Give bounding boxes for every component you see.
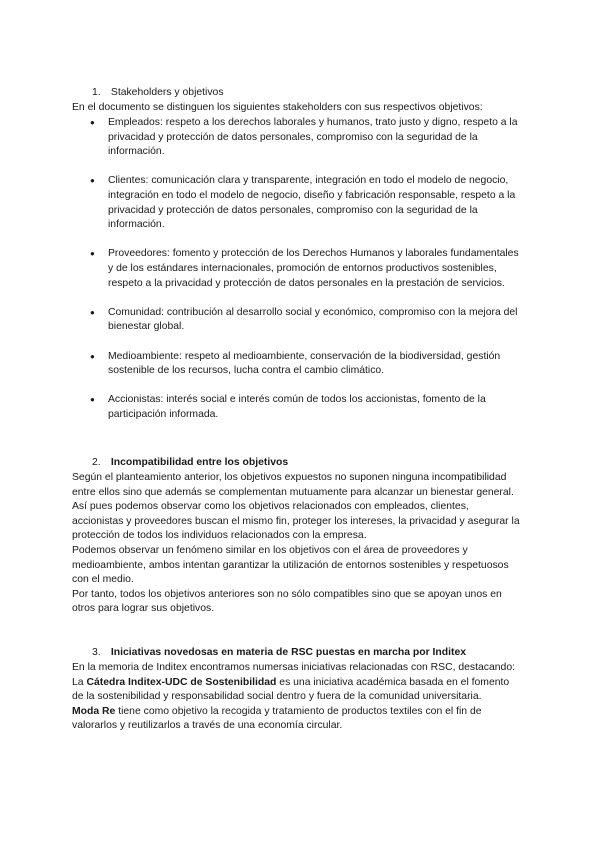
section-2-title: Incompatibilidad entre los objetivos (110, 457, 289, 468)
section-3-title: Iniciativas novedosas en materia de RSC puestas en marcha por Inditex (110, 647, 467, 658)
section-2-paragraph-1: Según el planteamiento anterior, los objetivos expuestos no suponen ninguna incompatibilidad entre ellos sino que además se complementan mutuamente para alcanzar un bienestar general. (72, 472, 514, 498)
section-3-body (72, 661, 522, 734)
section-3-number: 3. (92, 647, 101, 658)
initiative-moda-re (72, 705, 522, 734)
section-1-number: 1. (92, 87, 101, 98)
section-2-paragraph-3: Podemos observar un fenómeno similar en los objetivos con el área de proveedores y medioambiente, ambos intentan garantizar la utilización de entornos sostenibles y respetuosos con el medio. (72, 544, 509, 586)
initiative-catedra (72, 676, 522, 705)
initiative-catedra-name: Cátedra Inditex-UDC de Sostenibilidad (86, 676, 277, 688)
bullet-accionistas: ● Accionistas: interés social e interés común de todos los accionistas, fomento de la participación informada. (90, 393, 522, 422)
section-2-body (72, 471, 522, 617)
stakeholder-list (90, 116, 522, 437)
bullet-medioambiente: ● Medioambiente: respeto al medioambiente, conservación de la biodiversidad, gestión sostenible de los recursos, lucha contra el cambio climático. (90, 350, 522, 379)
initiative-moda-re-description: tiene como objetivo la recogida y tratamiento de productos textiles con el fin de valorarlos y reutilizarlos a través de una economía circular. (72, 705, 482, 732)
section-1-intro: En el documento se distinguen los siguientes stakeholders con sus respectivos objetivos: (72, 102, 483, 113)
initiative-moda-re-name: Moda Re (72, 705, 116, 717)
section-2-paragraph-2: Así pues podemos observar como los objetivos relacionados con empleados, clientes, accionistas y proveedores buscan el mismo fin, proteger los intereses, la privacidad y asegurar la protección de todos los individuos relacionados con la empresa. (72, 501, 520, 542)
bullet-comunidad: ● Comunidad: contribución al desarrollo social y económico, compromiso con la mejora del bienestar global. (90, 306, 522, 335)
bullet-clientes: ● Clientes: comunicación clara y transparente, integración en todo el modelo de negocio, integración en todo el modelo de negocio, diseño y fabricación responsable, respeto a la privacidad y protección de datos personales, compromiso con la seguridad de la información. (90, 174, 522, 232)
bullet-proveedores: ● Proveedores: fomento y protección de los Derechos Humanos y laborales fundamentales y de los estándares internacionales, promoción de entornos productivos sostenibles, respeto a la privacidad y protección de datos personales en la prestación de servicios. (90, 247, 522, 291)
section-3-heading (92, 646, 466, 661)
bullet-empleados: ● Empleados: respeto a los derechos laborales y humanos, trato justo y digno, respeto a la privacidad y protección de datos personales, compromiso con la seguridad de la información. (90, 116, 522, 160)
section-3-intro: En la memoria de Inditex encontramos numersas iniciativas relacionadas con RSC, destacando: (72, 662, 515, 673)
section-2-paragraph-4: Por tanto, todos los objetivos anteriores son no sólo compatibles sino que se apoyan unos en otros para lograr sus objetivos. (72, 588, 502, 615)
section-2-number: 2. (92, 457, 101, 468)
section-1-heading (92, 86, 224, 101)
section-1-title: Stakeholders y objetivos (110, 87, 224, 98)
section-2-heading (92, 456, 288, 471)
initiative-catedra-description: es una iniciativa académica basada en el fomento de la sostenibilidad y responsabilidad social dentro y fuera de la comunidad universitaria. (72, 676, 510, 703)
initiative-catedra-prefix: La (72, 676, 87, 688)
